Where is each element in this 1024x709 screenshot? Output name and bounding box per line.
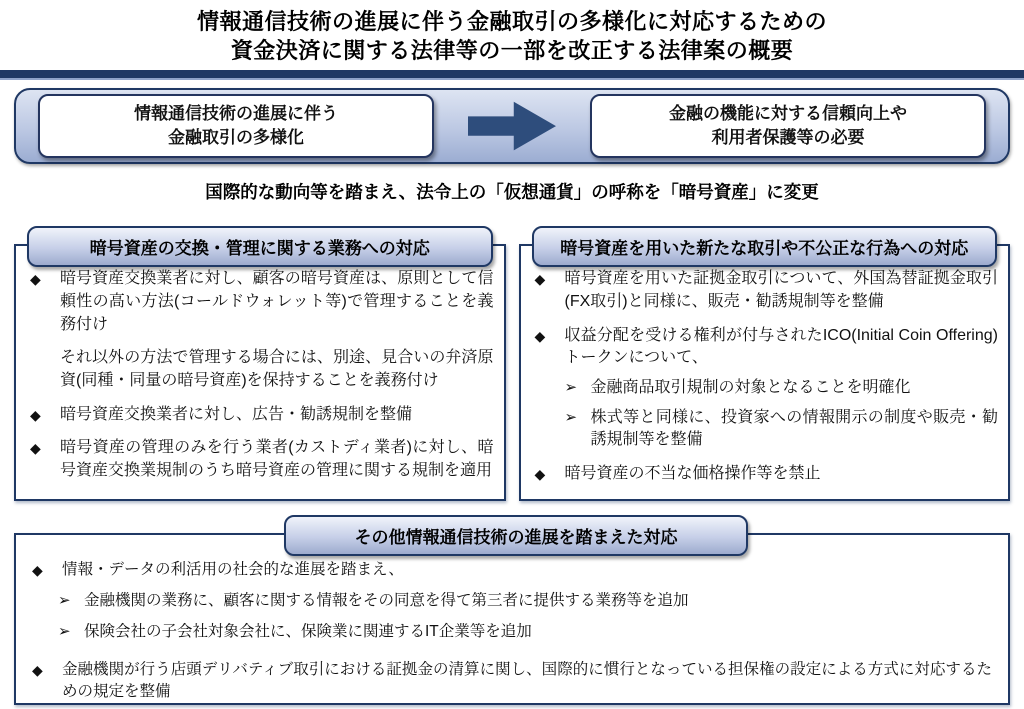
list-item-text: 暗号資産交換業者に対し、広告・勧誘規制を整備 — [60, 405, 413, 423]
cause-box-line1: 情報通信技術の進展に伴う — [133, 104, 338, 124]
list-item-text: 金融商品取引規制の対象となることを明確化 — [590, 378, 911, 396]
list-item — [26, 559, 992, 581]
panel-exchange-management-items — [16, 246, 504, 491]
list-item-text: 暗号資産の不当な価格操作等を禁止 — [564, 465, 821, 483]
sub-list-item — [26, 621, 992, 643]
diamond-bullet-icon: ◆ — [30, 271, 41, 288]
panel-new-transactions — [519, 239, 1011, 501]
list-item-text: 収益分配を受ける権利が付与されたICO(Initial Coin Offering)トークンについて、 — [564, 326, 998, 367]
panel-exchange-management-header: 暗号資産の交換・管理に関する業務への対応 — [27, 226, 493, 267]
list-item-text: 情報・データの利活用の社会的な進展を踏まえ、 — [62, 561, 404, 579]
arrowhead-bullet-icon: ➢ — [564, 408, 578, 426]
list-item-text: 株式等と同様に、投資家への情報開示の制度や販売・勧誘規制等を整備 — [590, 408, 998, 449]
page-title-line1: 情報通信技術の進展に伴う金融取引の多様化に対応するための — [196, 9, 827, 34]
list-item — [24, 437, 494, 482]
list-item — [24, 268, 494, 336]
list-item-text: 暗号資産を用いた証拠金取引について、外国為替証拠金取引(FX取引)と同様に、販売・勧誘規制等を整備 — [564, 270, 998, 310]
cause-box — [38, 94, 434, 158]
list-item-text: 金融機関の業務に、顧客に関する情報をその同意を得て第三者に提供する業務等を追加 — [84, 592, 689, 610]
list-item-text: それ以外の方法で管理する場合には、別途、見合いの弁済原資(同種・同量の暗号資産)を保持することを義務付け — [60, 349, 494, 389]
diamond-bullet-icon: ◆ — [32, 562, 43, 579]
cause-box-line2: 金融取引の多様化 — [167, 128, 304, 148]
panel-new-transactions-header: 暗号資産を用いた新たな取引や不公正な行為への対応 — [532, 226, 998, 267]
diamond-bullet-icon: ◆ — [30, 440, 41, 457]
page-title-line2: 資金決済に関する法律等の一部を改正する法律案の概要 — [230, 38, 794, 64]
list-item — [24, 404, 494, 427]
diamond-bullet-icon: ◆ — [30, 406, 41, 423]
effect-box-line1: 金融の機能に対する信頼向上や — [669, 104, 908, 124]
list-item — [26, 659, 992, 703]
list-item — [24, 347, 494, 392]
effect-box — [590, 94, 986, 158]
list-item-text: 暗号資産の管理のみを行う業者(カストディ業者)に対し、暗号資産交換業規制のうち暗号資産の管理に関する規制を適用 — [60, 439, 494, 480]
cause-effect-band — [14, 88, 1010, 164]
list-item — [529, 463, 999, 486]
sub-list-item — [529, 407, 999, 452]
list-item-text: 金融機関が行う店頭デリバティブ取引における証拠金の清算に関し、国際的に慣行となっている担保権の設定による方式に対応するための規定を整備 — [62, 661, 992, 701]
list-item-text: 保険会社の子会社対象会社に、保険業に関連するIT企業等を追加 — [84, 623, 532, 641]
panel-new-transactions-items — [521, 246, 1009, 494]
list-item-text: 暗号資産交換業者に対し、顧客の暗号資産は、原則として信頼性の高い方法(コールドウォレット等)で管理することを義務付け — [60, 270, 494, 333]
panel-exchange-management — [14, 239, 506, 501]
arrowhead-bullet-icon: ➢ — [58, 592, 71, 610]
list-item — [529, 268, 999, 313]
diamond-bullet-icon: ◆ — [32, 662, 43, 679]
effect-box-line2: 利用者保護等の必要 — [711, 128, 865, 148]
title-divider — [0, 70, 1024, 80]
panel-other-ict-items — [16, 535, 1008, 709]
arrowhead-bullet-icon: ➢ — [58, 623, 71, 641]
two-column-area — [14, 239, 1010, 501]
panel-other-ict-header: その他情報通信技術の進展を踏まえた対応 — [284, 515, 748, 556]
diamond-bullet-icon: ◆ — [534, 327, 546, 344]
arrowhead-bullet-icon: ➢ — [564, 378, 578, 396]
list-item — [529, 325, 999, 370]
page-title — [0, 0, 1024, 65]
crypto-rename-note: 国際的な動向等を踏まえ、法令上の「仮想通貨」の呼称を「暗号資産」に変更 — [205, 182, 819, 203]
panel-other-ict — [14, 528, 1010, 705]
sub-list-item — [529, 377, 999, 400]
diamond-bullet-icon: ◆ — [534, 466, 546, 483]
diamond-bullet-icon: ◆ — [534, 271, 546, 288]
sub-list-item — [26, 590, 992, 612]
right-arrow-icon — [468, 99, 556, 153]
